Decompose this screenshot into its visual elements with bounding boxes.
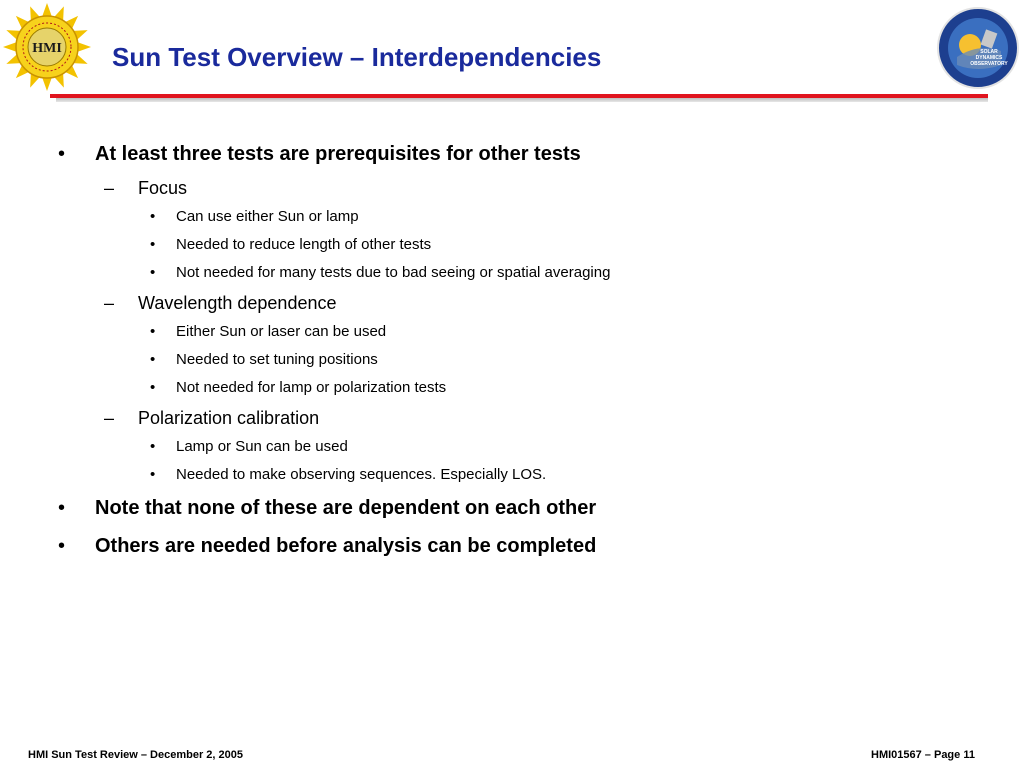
bullet-text: Others are needed before analysis can be completed <box>95 535 597 557</box>
bullet-text: At least three tests are prerequisites for other tests <box>95 143 581 165</box>
bullet-marker: • <box>150 351 156 368</box>
bullet-text: Not needed for lamp or polarization tests <box>176 379 447 396</box>
bullet-marker: • <box>150 236 156 253</box>
bullet-marker: • <box>150 438 156 455</box>
svg-text:OBSERVATORY: OBSERVATORY <box>970 61 1008 67</box>
dash-marker: – <box>104 178 115 198</box>
bullet-marker: • <box>150 379 156 396</box>
bullet-text: Focus <box>138 178 188 198</box>
bullet-text: Needed to make observing sequences. Especially LOS. <box>176 466 547 483</box>
hmi-logo-icon <box>2 2 92 92</box>
dash-marker: – <box>104 408 115 428</box>
bullet-text: Not needed for many tests due to bad seeing or spatial averaging <box>176 264 611 281</box>
page-title: Sun Test Overview – Interdependencies <box>112 42 602 72</box>
footer-left: HMI Sun Test Review – December 2, 2005 <box>28 749 243 761</box>
bullet-text: Wavelength dependence <box>138 293 337 313</box>
sdo-logo-icon <box>937 7 1019 89</box>
bullet-text: Polarization calibration <box>138 408 320 428</box>
bullet-text: Can use either Sun or lamp <box>176 208 359 225</box>
bullet-marker: • <box>150 323 156 340</box>
bullet-marker: • <box>58 497 66 519</box>
bullet-marker: • <box>150 466 156 483</box>
bullet-marker: • <box>58 535 66 557</box>
bullet-text: Lamp or Sun can be used <box>176 438 348 455</box>
svg-text:SOLAR: SOLAR <box>980 49 998 55</box>
dash-marker: – <box>104 293 115 313</box>
bullet-text: Needed to set tuning positions <box>176 351 378 368</box>
bullet-text: Note that none of these are dependent on each other <box>95 497 597 519</box>
bullet-marker: • <box>150 208 156 225</box>
title-rule-shadow <box>56 98 988 102</box>
svg-text:HMI: HMI <box>32 41 62 56</box>
bullet-marker: • <box>58 143 66 165</box>
footer-right: HMI01567 – Page 11 <box>871 749 975 761</box>
bullet-text: Either Sun or laser can be used <box>176 323 387 340</box>
svg-text:DYNAMICS: DYNAMICS <box>975 55 1003 61</box>
bullet-marker: • <box>150 264 156 281</box>
bullet-text: Needed to reduce length of other tests <box>176 236 432 253</box>
